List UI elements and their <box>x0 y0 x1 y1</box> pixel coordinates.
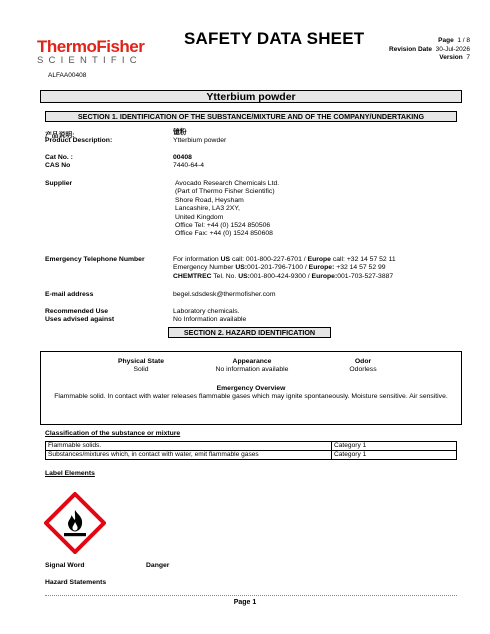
flame-pictogram-icon <box>44 492 106 554</box>
emergency-phone-label: Emergency Telephone Number <box>45 256 145 263</box>
emergency-line-2: Emergency Number US:001-201-796-7100 / Europe: +32 14 57 52 99 <box>173 264 386 272</box>
version-label: Version <box>439 54 463 62</box>
emergency-phone-numbers <box>173 256 396 281</box>
odor: Odor Odorless <box>349 358 377 374</box>
supplier-address <box>175 180 279 239</box>
category-cell: Category 1 <box>332 451 457 460</box>
uses-advised-against-label: Uses advised against <box>45 316 115 323</box>
logo-tagline: SCIENTIFIC <box>37 55 142 66</box>
hazard-cell: Flammable solids. <box>46 442 332 451</box>
supplier-line: Lancashire, LA3 2XY, <box>175 205 240 213</box>
page-value: 1 / 8 <box>457 37 470 44</box>
email-label: E-mail address <box>45 291 94 298</box>
recommended-use-label: Recommended Use <box>45 308 109 315</box>
revision-meta <box>389 37 470 63</box>
footer-divider <box>45 595 457 596</box>
supplier-line: (Part of Thermo Fisher Scientific) <box>175 188 275 196</box>
supplier-line: United Kingdom <box>175 213 224 221</box>
hazard-cell: Substances/mixtures which, in contact with water, emit flammable gases <box>46 451 332 460</box>
section1-header: SECTION 1. IDENTIFICATION OF THE SUBSTANCE/MIXTURE AND OF THE COMPANY/UNDERTAKING <box>45 111 457 122</box>
emergency-line-1: For information US call: 001-800-227-6701 / Europe call: +32 14 57 52 11 <box>173 256 396 263</box>
table-row <box>46 451 457 460</box>
version-value: 7 <box>466 54 470 62</box>
recommended-use-value: Laboratory chemicals. <box>173 308 240 315</box>
section2-header: SECTION 2. HAZARD IDENTIFICATION <box>168 327 331 338</box>
revision-label: Revision Date <box>389 45 433 53</box>
signal-word-value: Danger <box>146 562 170 569</box>
logo-wordmark: ThermoFisher <box>37 37 145 56</box>
supplier-line: Shore Road, Heysham <box>175 196 244 204</box>
hazard-statements-label: Hazard Statements <box>45 579 107 586</box>
email-value[interactable]: begel.sdsdesk@thermofisher.com <box>173 291 276 298</box>
classification-table <box>45 441 457 460</box>
uses-advised-against-value: No Information available <box>173 316 247 323</box>
supplier-line: Office Fax: +44 (0) 1524 850608 <box>175 230 273 238</box>
cas-no-value: 7440-64-4 <box>173 162 204 169</box>
product-description-value: Ytterbium powder <box>173 137 227 144</box>
footer-page-number: Page 1 <box>233 599 257 606</box>
cat-no-label: Cat No. : <box>45 154 73 161</box>
table-row <box>46 442 457 451</box>
supplier-line: Office Tel: +44 (0) 1524 850506 <box>175 222 271 230</box>
physical-state: Physical State Solid <box>117 358 165 374</box>
emergency-line-3: CHEMTREC Tel. No. US:001-800-424-9300 / Europe:001-703-527-3887 <box>173 272 394 280</box>
hazard-overview-box <box>40 351 462 425</box>
product-description-label: Product Description: <box>45 137 113 144</box>
page-title: SAFETY DATA SHEET <box>184 29 365 48</box>
product-name-bar: Ytterbium powder <box>40 90 462 103</box>
category-cell: Category 1 <box>332 442 457 451</box>
revision-value: 30-Jul-2026 <box>435 45 470 53</box>
emergency-overview-label: Emergency Overview <box>216 385 286 392</box>
cn-value: 镱粉 <box>173 129 187 136</box>
appearance: Appearance No information available <box>215 358 289 374</box>
cas-no-label: CAS No <box>45 162 71 169</box>
page-label: Page <box>438 37 454 44</box>
emergency-overview-text: Flammable solid. In contact with water releases flammable gases which may ignite spontaneously. Moisture sensitive. Air sensitive. <box>54 393 448 401</box>
cat-no-value: 00408 <box>173 154 192 161</box>
label-elements-label: Label Elements <box>45 470 95 477</box>
emergency-overview <box>49 385 453 402</box>
cn-label: 产品说明: <box>45 132 75 139</box>
supplier-line: Avocado Research Chemicals Ltd. <box>175 180 280 187</box>
classification-label: Classification of the substance or mixture <box>45 430 181 437</box>
supplier-label: Supplier <box>45 180 73 187</box>
signal-word-label: Signal Word <box>45 562 85 569</box>
document-id: ALFAA00408 <box>48 72 87 79</box>
